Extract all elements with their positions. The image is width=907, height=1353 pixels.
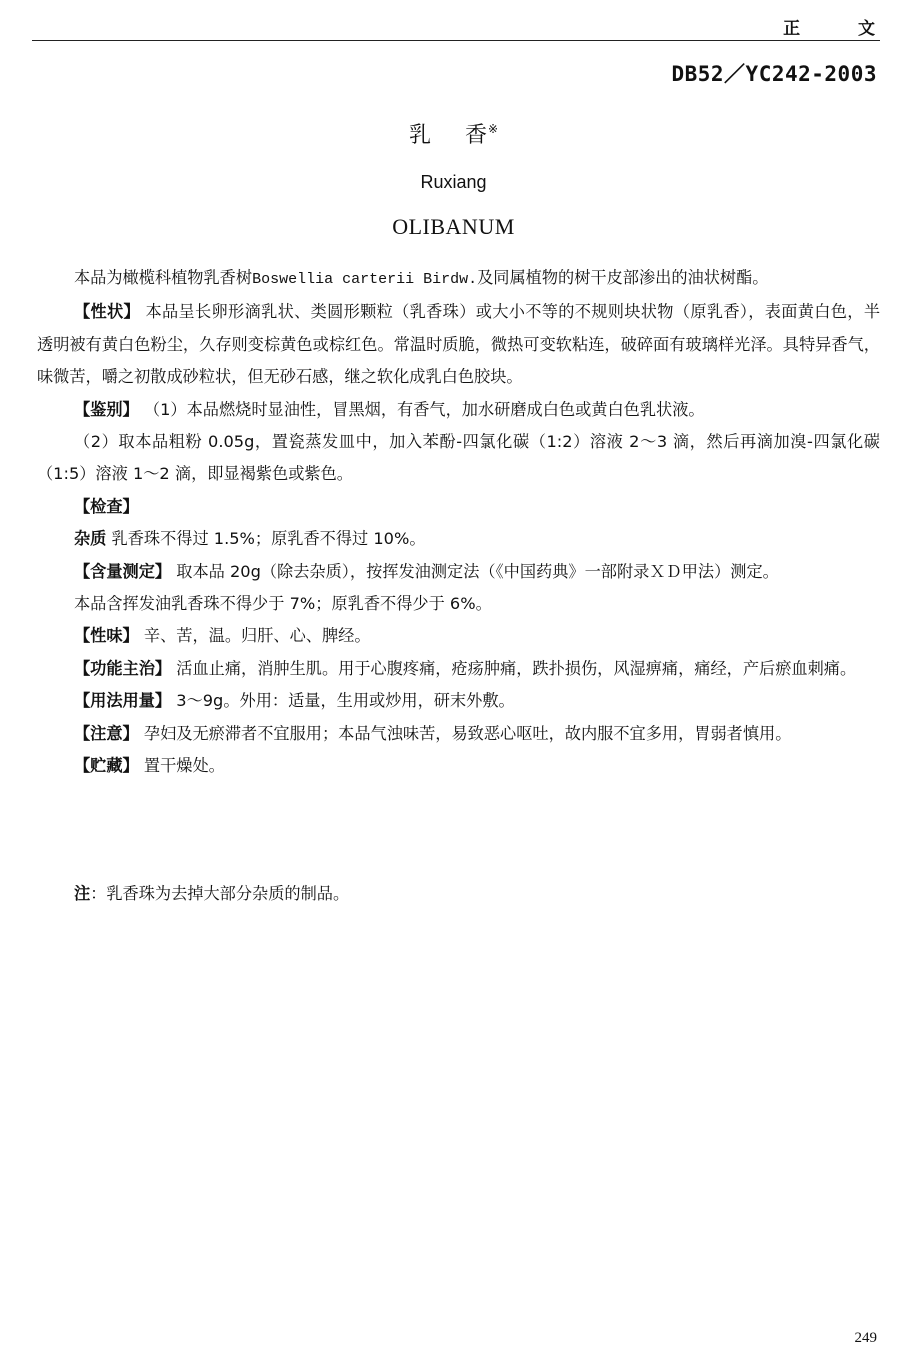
storage-paragraph xyxy=(37,750,880,782)
impurity-text: 乳香珠不得过 1.5%；原乳香不得过 10%。 xyxy=(106,529,426,549)
nature-flavor-paragraph xyxy=(37,620,880,652)
intro-text: 本品为橄榄科植物乳香树 xyxy=(74,268,253,287)
functions-label: 【功能主治】 xyxy=(74,658,172,678)
header-divider xyxy=(32,40,880,41)
usage-dosage-paragraph xyxy=(37,685,880,717)
footnote-label: 注 xyxy=(74,884,91,903)
usage-dosage-label: 【用法用量】 xyxy=(74,691,172,711)
intro-paragraph xyxy=(37,262,880,296)
latin-name: OLIBANUM xyxy=(392,214,515,239)
functions-paragraph xyxy=(37,653,880,685)
footnote xyxy=(74,878,349,910)
precautions-label: 【注意】 xyxy=(74,723,139,743)
identification-item-1: （1）本品燃烧时显油性，冒黑烟，有香气，加水研磨成白色或黄白色乳状液。 xyxy=(138,399,705,419)
examination-heading xyxy=(37,491,880,523)
storage-text: 置干燥处。 xyxy=(138,756,225,776)
examination-label: 【检查】 xyxy=(74,496,139,516)
monograph-body xyxy=(37,262,880,783)
standard-code: DB52／YC242-2003 xyxy=(671,62,877,86)
title-char-2: 香 xyxy=(464,123,487,148)
functions-text: 活血止痛，消肿生肌。用于心腹疼痛，疮疡肿痛，跌扑损伤，风湿痹痛，痛经，产后瘀血刺痛。 xyxy=(171,658,857,678)
usage-dosage-text: 3～9g。外用：适量，生用或炒用，研末外敷。 xyxy=(171,691,515,711)
impurity-label: 杂质 xyxy=(74,529,107,549)
precautions-paragraph xyxy=(37,718,880,750)
footnote-text: ：乳香珠为去掉大部分杂质的制品。 xyxy=(90,884,350,903)
monograph-title xyxy=(0,118,907,149)
assay-text-1: 取本品 20g（除去杂质），按挥发油测定法（《中国药典》一部附录ＸＤ甲法）测定。 xyxy=(171,561,779,581)
pinyin-name: Ruxiang xyxy=(420,172,487,192)
assay-label: 【含量测定】 xyxy=(74,561,172,581)
assay-paragraph-2 xyxy=(37,588,880,620)
header-section-label: 正 文 xyxy=(783,19,901,39)
title-char-1: 乳 xyxy=(408,123,431,148)
characteristics-paragraph xyxy=(37,296,880,393)
assay-paragraph-1 xyxy=(37,556,880,588)
precautions-text: 孕妇及无瘀滞者不宜服用；本品气浊味苦，易致恶心呕吐，故内服不宜多用，胃弱者慎用。 xyxy=(138,723,792,743)
storage-label: 【贮藏】 xyxy=(74,756,139,776)
page-number: 249 xyxy=(854,1330,877,1346)
title-footnote-mark: ※ xyxy=(487,122,499,136)
characteristics-label: 【性状】 xyxy=(74,302,141,322)
intro-text-tail: 及同属植物的树干皮部渗出的油状树酯。 xyxy=(477,268,769,287)
identification-paragraph-2 xyxy=(37,426,880,491)
identification-paragraph-1 xyxy=(37,394,880,426)
identification-label: 【鉴别】 xyxy=(74,399,139,419)
characteristics-text: 本品呈长卵形滴乳状、类圆形颗粒（乳香珠）或大小不等的不规则块状物（原乳香），表面黄白色，半透明被有黄白色粉尘，久存则变棕黄色或棕红色。常温时质脆，微热可变软粘连，破碎面有玻璃样光泽。具特异香气，味微苦，嚼之初散成砂粒状，但无砂石感，继之软化成乳白色胶块。 xyxy=(37,302,881,387)
nature-flavor-text: 辛、苦，温。归肝、心、脾经。 xyxy=(138,626,371,646)
assay-text-2: 本品含挥发油乳香珠不得少于 7%；原乳香不得少于 6%。 xyxy=(74,594,492,614)
nature-flavor-label: 【性味】 xyxy=(74,626,139,646)
latin-species: Boswellia carterii Birdw. xyxy=(252,271,478,288)
impurity-paragraph xyxy=(37,523,880,555)
identification-item-2: （2）取本品粗粉 0.05g，置瓷蒸发皿中，加入苯酚-四氯化碳（1:2）溶液 2～3 滴，然后再滴加溴-四氯化碳（1:5）溶液 1～2 滴，即显褐紫色或紫色。 xyxy=(37,432,880,484)
